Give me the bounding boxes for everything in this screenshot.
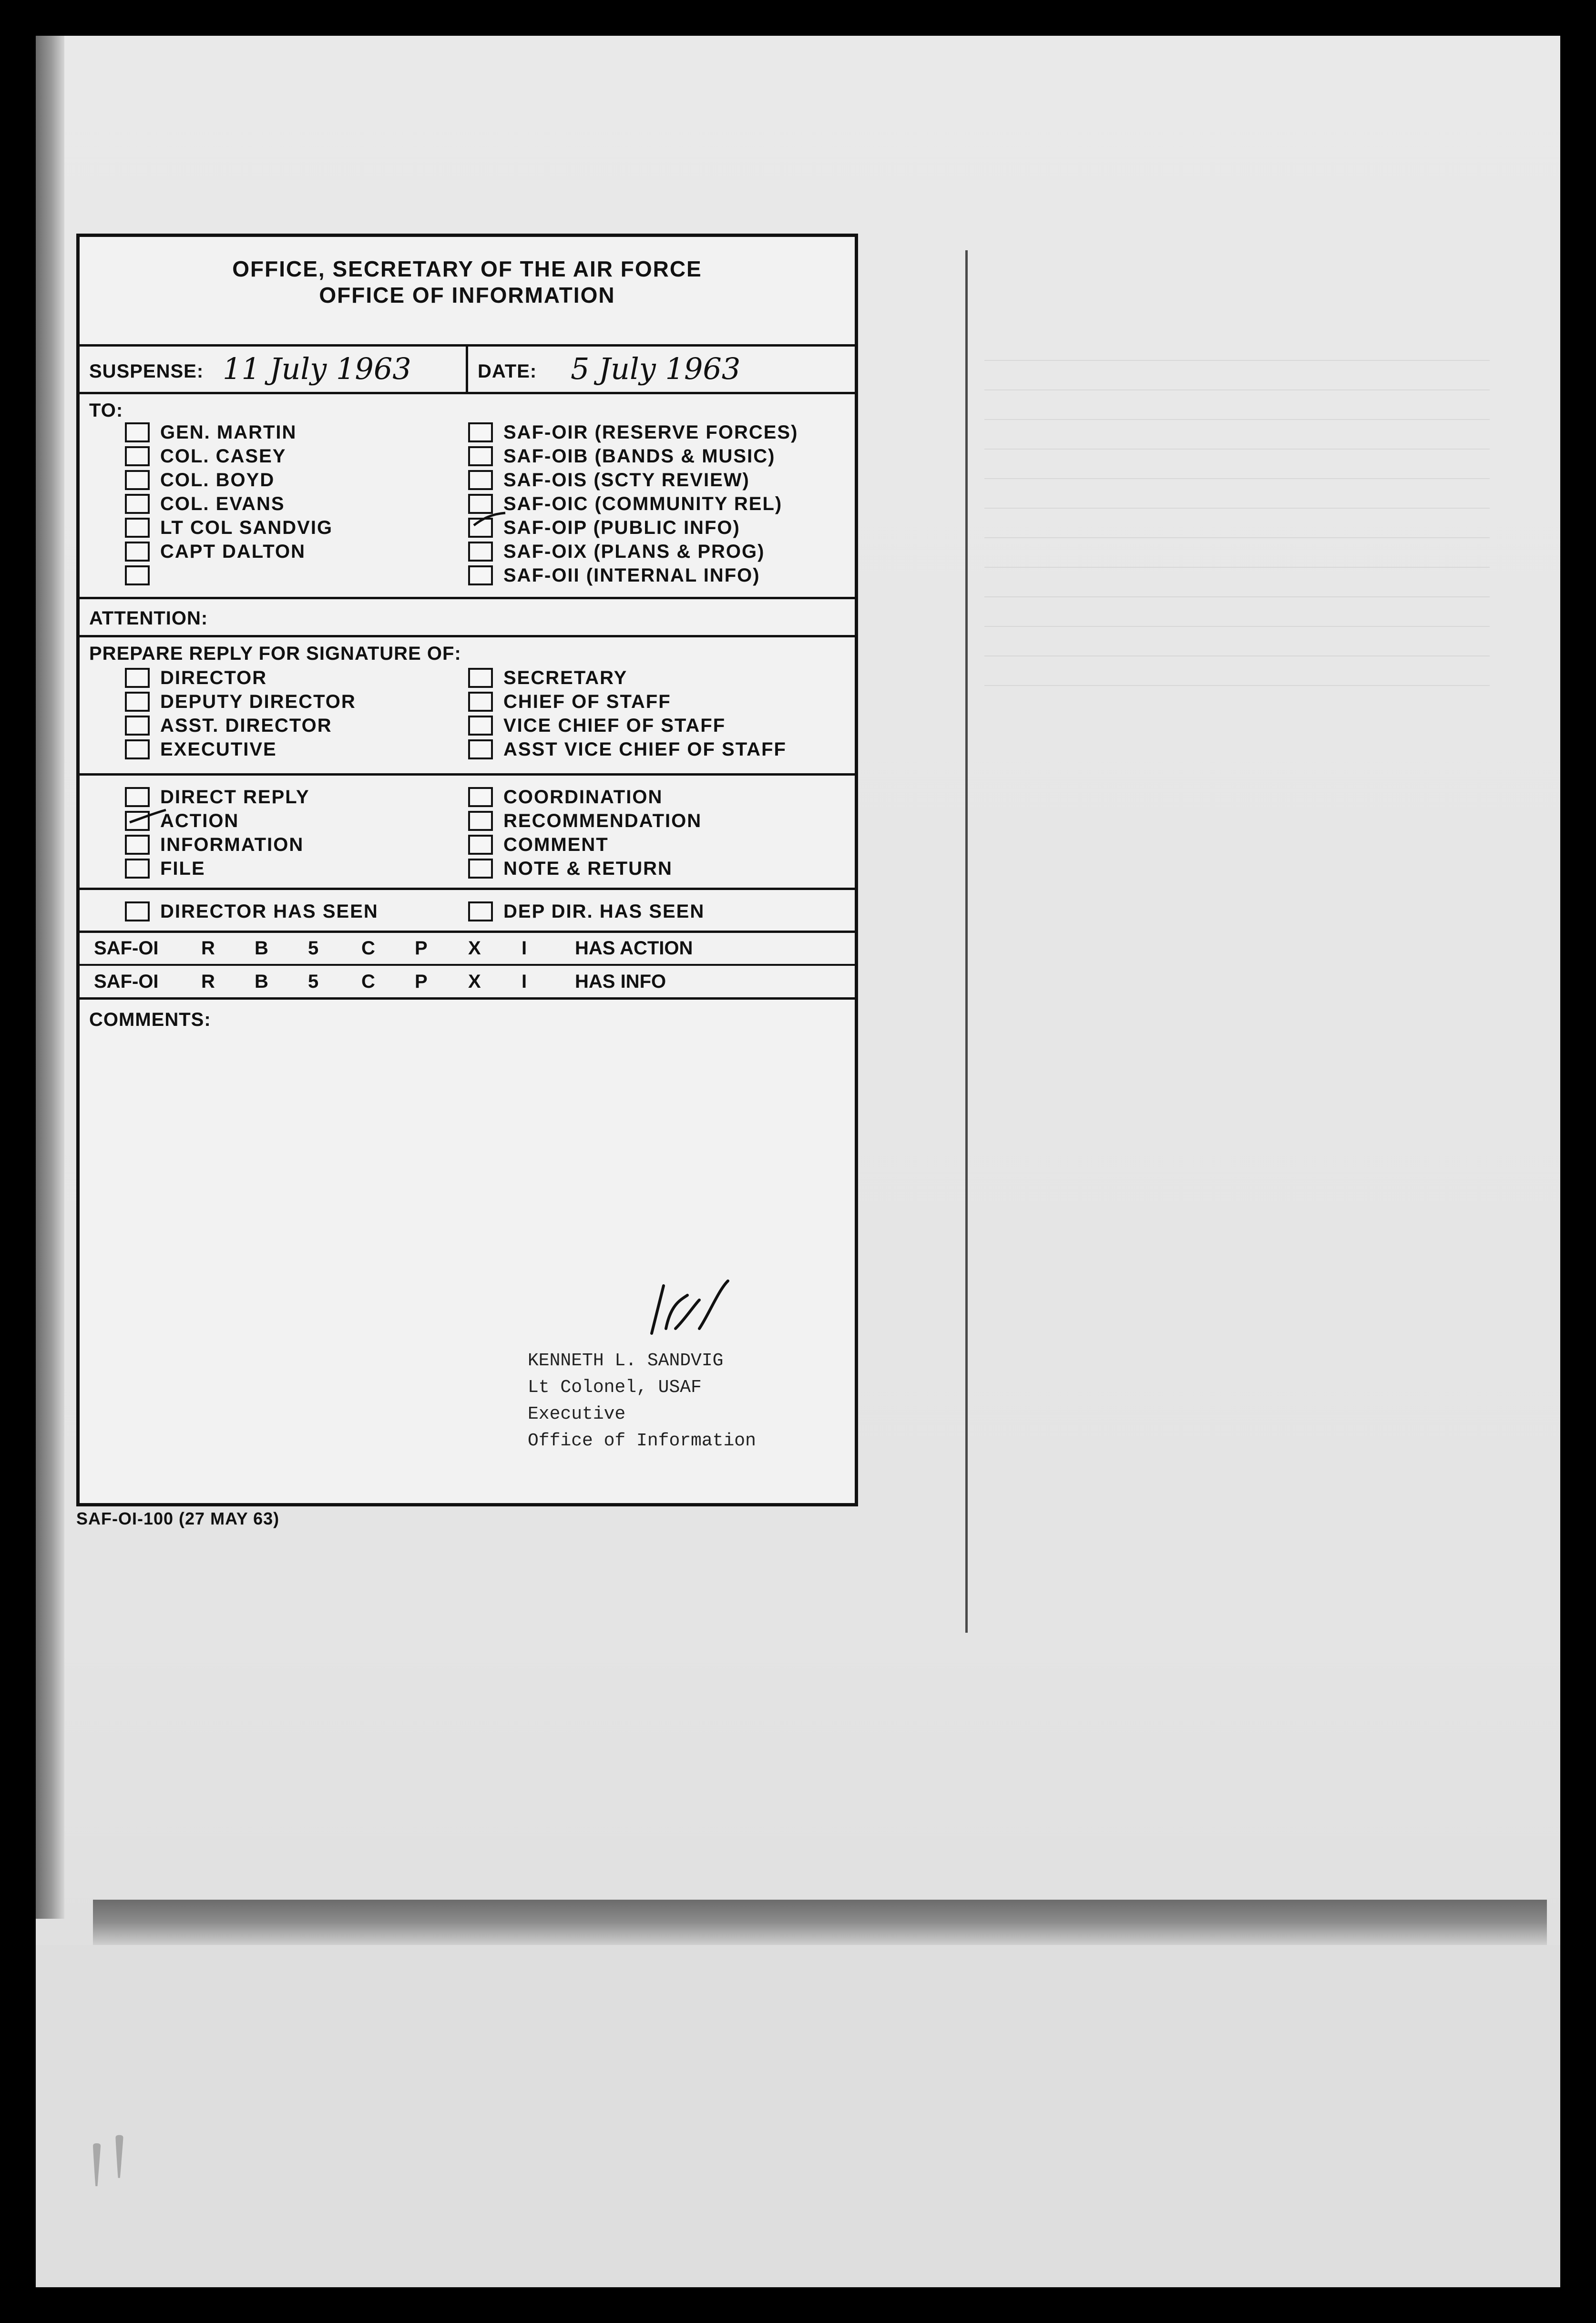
attention-row bbox=[80, 599, 855, 637]
to-saf-oix[interactable]: SAF-OIX (PLANS & PROG) bbox=[468, 540, 798, 563]
dep-dir-has-seen[interactable]: DEP DIR. HAS SEEN bbox=[468, 900, 705, 923]
checkbox[interactable] bbox=[125, 422, 150, 442]
action-direct-reply[interactable]: DIRECT REPLY bbox=[125, 785, 310, 809]
checkbox[interactable] bbox=[468, 739, 493, 759]
to-gen-martin[interactable]: GEN. MARTIN bbox=[125, 420, 333, 444]
header-line-1: OFFICE, SECRETARY OF THE AIR FORCE bbox=[232, 256, 702, 281]
prepare-vice-chief[interactable]: VICE CHIEF OF STAFF bbox=[468, 714, 787, 737]
date-label: DATE: bbox=[478, 361, 537, 382]
photo-edge bbox=[36, 36, 64, 1919]
checkbox[interactable] bbox=[468, 565, 493, 585]
saf-has-info-row: SAF-OI R B 5 C P X I HAS INFO bbox=[94, 971, 666, 992]
checkbox[interactable] bbox=[468, 811, 493, 831]
checkbox[interactable] bbox=[125, 565, 150, 585]
date-value: 5 July 1963 bbox=[571, 351, 741, 386]
prepare-right-list bbox=[468, 666, 787, 761]
signer-rank: Lt Colonel, USAF bbox=[528, 1377, 702, 1398]
checkbox[interactable] bbox=[125, 716, 150, 736]
action-left-list bbox=[125, 785, 310, 880]
prepare-asst-vice-chief[interactable]: ASST VICE CHIEF OF STAFF bbox=[468, 737, 787, 761]
bleed-through-text bbox=[984, 360, 1490, 789]
to-capt-dalton[interactable]: CAPT DALTON bbox=[125, 540, 333, 563]
checkbox[interactable] bbox=[468, 716, 493, 736]
checkbox[interactable] bbox=[468, 901, 493, 921]
checkbox[interactable] bbox=[125, 668, 150, 688]
action-action[interactable]: ACTION bbox=[125, 809, 310, 833]
to-col-evans[interactable]: COL. EVANS bbox=[125, 492, 333, 516]
checkbox[interactable] bbox=[468, 422, 493, 442]
checkbox[interactable] bbox=[125, 518, 150, 538]
checkbox[interactable] bbox=[125, 787, 150, 807]
action-note-return[interactable]: NOTE & RETURN bbox=[468, 857, 702, 880]
sheet-edge bbox=[965, 250, 968, 1633]
to-right-list bbox=[468, 420, 798, 587]
form-number: SAF-OI-100 (27 MAY 63) bbox=[76, 1509, 280, 1528]
divider bbox=[80, 964, 855, 966]
action-information[interactable]: INFORMATION bbox=[125, 833, 310, 857]
checkbox[interactable] bbox=[125, 739, 150, 759]
prepare-deputy-director[interactable]: DEPUTY DIRECTOR bbox=[125, 690, 356, 714]
checkbox[interactable] bbox=[468, 835, 493, 855]
prepare-chief-of-staff[interactable]: CHIEF OF STAFF bbox=[468, 690, 787, 714]
suspense-value: 11 July 1963 bbox=[223, 351, 411, 386]
checkbox[interactable] bbox=[468, 859, 493, 879]
seen-left bbox=[125, 900, 379, 923]
signer-office: Office of Information bbox=[528, 1431, 756, 1451]
to-saf-oii[interactable]: SAF-OII (INTERNAL INFO) bbox=[468, 563, 798, 587]
action-right-list bbox=[468, 785, 702, 880]
faint-scribble: 〃 bbox=[52, 2102, 167, 2225]
prepare-director[interactable]: DIRECTOR bbox=[125, 666, 356, 690]
action-recommendation[interactable]: RECOMMENDATION bbox=[468, 809, 702, 833]
handwritten-initials bbox=[642, 1276, 747, 1343]
to-saf-oir[interactable]: SAF-OIR (RESERVE FORCES) bbox=[468, 420, 798, 444]
prepare-reply-section bbox=[80, 637, 855, 776]
checkbox[interactable] bbox=[468, 470, 493, 490]
signature-block bbox=[528, 1348, 756, 1454]
checkbox-checked[interactable] bbox=[125, 811, 150, 831]
saf-routing-rows bbox=[80, 933, 855, 1000]
to-col-casey[interactable]: COL. CASEY bbox=[125, 444, 333, 468]
suspense-date-row bbox=[80, 347, 855, 394]
director-has-seen[interactable]: DIRECTOR HAS SEEN bbox=[125, 900, 379, 923]
lower-area bbox=[36, 1945, 1560, 2287]
checkbox[interactable] bbox=[125, 859, 150, 879]
seen-right bbox=[468, 900, 705, 923]
to-section bbox=[80, 394, 855, 599]
header-line-2: OFFICE OF INFORMATION bbox=[319, 283, 615, 307]
checkbox[interactable] bbox=[468, 787, 493, 807]
to-saf-oic[interactable]: SAF-OIC (COMMUNITY REL) bbox=[468, 492, 798, 516]
action-comment[interactable]: COMMENT bbox=[468, 833, 702, 857]
prepare-left-list bbox=[125, 666, 356, 761]
attention-label: ATTENTION: bbox=[89, 608, 208, 629]
shadow-bar bbox=[93, 1900, 1547, 1945]
checkbox[interactable] bbox=[468, 446, 493, 466]
to-blank[interactable] bbox=[125, 563, 333, 587]
checkbox[interactable] bbox=[125, 446, 150, 466]
checkbox[interactable] bbox=[125, 494, 150, 514]
to-col-boyd[interactable]: COL. BOYD bbox=[125, 468, 333, 492]
checkbox-checked[interactable] bbox=[468, 518, 493, 538]
comments-label: COMMENTS: bbox=[89, 1009, 211, 1030]
saf-has-action-row: SAF-OI R B 5 C P X I HAS ACTION bbox=[94, 938, 693, 959]
action-file[interactable]: FILE bbox=[125, 857, 310, 880]
checkbox[interactable] bbox=[468, 668, 493, 688]
signer-name: KENNETH L. SANDVIG bbox=[528, 1351, 724, 1371]
checkbox[interactable] bbox=[125, 470, 150, 490]
to-label: TO: bbox=[89, 400, 123, 421]
seen-row bbox=[80, 890, 855, 933]
prepare-executive[interactable]: EXECUTIVE bbox=[125, 737, 356, 761]
action-section bbox=[80, 776, 855, 890]
check-mark-icon bbox=[473, 509, 506, 528]
prepare-label: PREPARE REPLY FOR SIGNATURE OF: bbox=[89, 643, 461, 664]
signer-title: Executive bbox=[528, 1404, 626, 1424]
to-saf-oib[interactable]: SAF-OIB (BANDS & MUSIC) bbox=[468, 444, 798, 468]
to-saf-oip[interactable]: SAF-OIP (PUBLIC INFO) bbox=[468, 516, 798, 540]
suspense-label: SUSPENSE: bbox=[89, 361, 204, 382]
check-mark-icon bbox=[129, 808, 167, 827]
to-saf-ois[interactable]: SAF-OIS (SCTY REVIEW) bbox=[468, 468, 798, 492]
to-lt-col-sandvig[interactable]: LT COL SANDVIG bbox=[125, 516, 333, 540]
checkbox[interactable] bbox=[125, 901, 150, 921]
prepare-asst-director[interactable]: ASST. DIRECTOR bbox=[125, 714, 356, 737]
divider bbox=[466, 347, 468, 392]
prepare-secretary[interactable]: SECRETARY bbox=[468, 666, 787, 690]
checkbox[interactable] bbox=[125, 542, 150, 562]
checkbox[interactable] bbox=[468, 542, 493, 562]
checkbox[interactable] bbox=[125, 835, 150, 855]
routing-form bbox=[76, 234, 858, 1506]
checkbox[interactable] bbox=[125, 692, 150, 712]
checkbox[interactable] bbox=[468, 692, 493, 712]
to-left-list bbox=[125, 420, 333, 587]
form-header bbox=[80, 237, 855, 347]
action-coordination[interactable]: COORDINATION bbox=[468, 785, 702, 809]
